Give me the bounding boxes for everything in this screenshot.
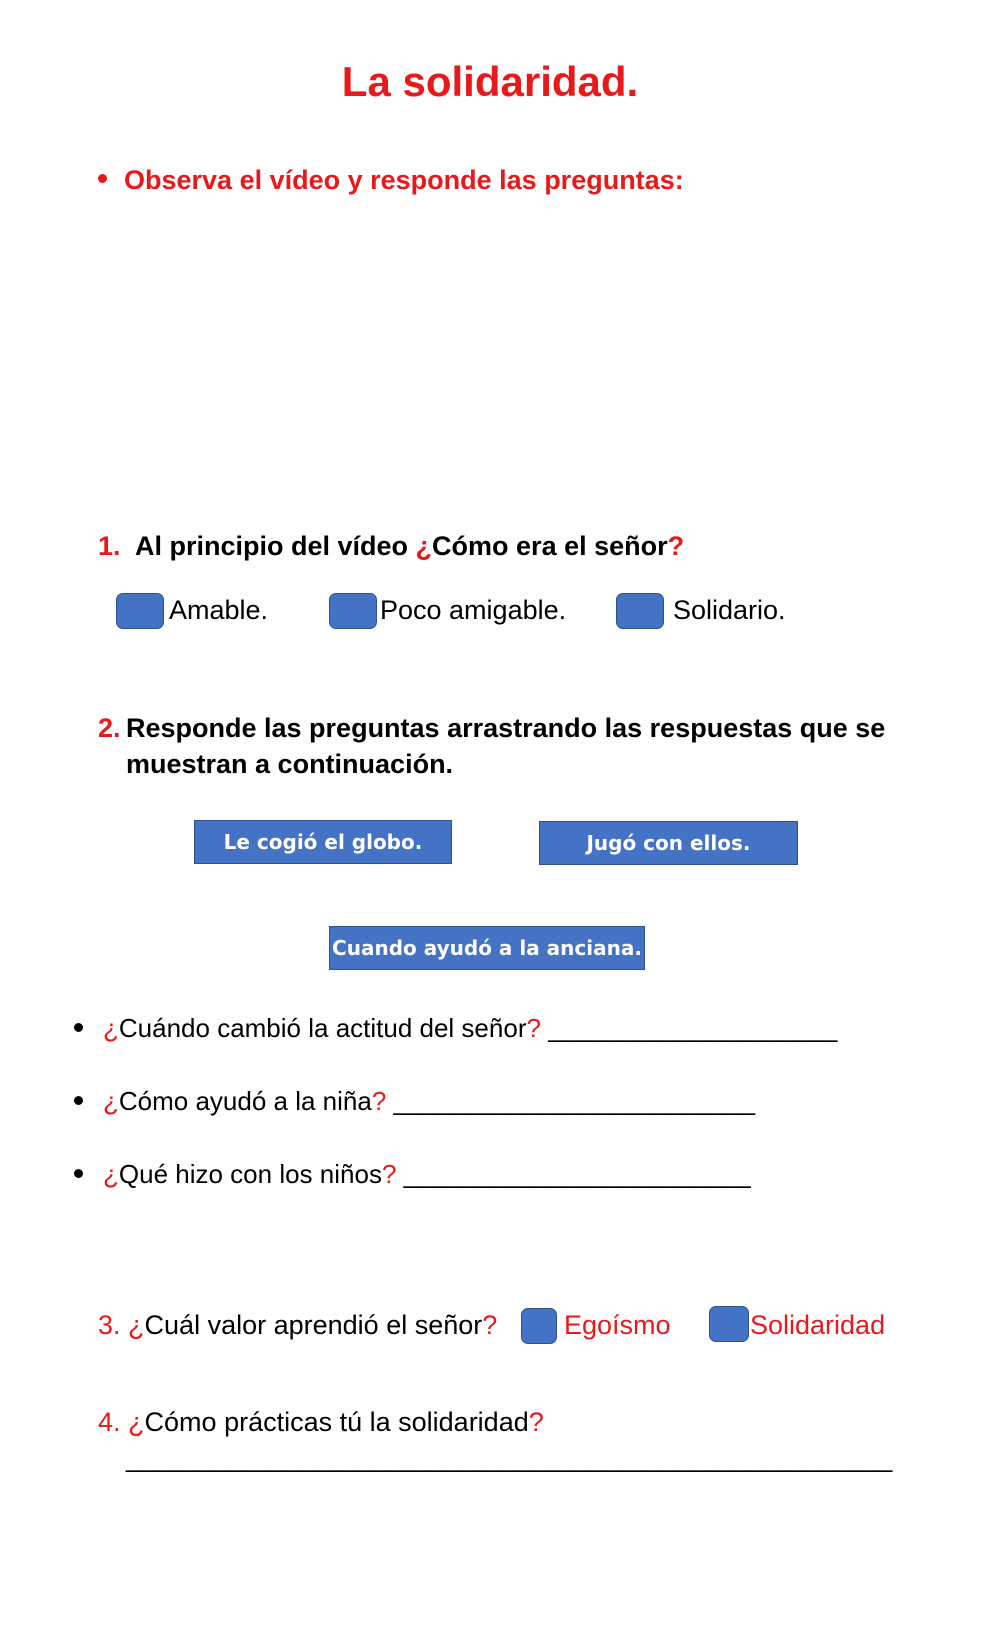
instruction: [98, 162, 684, 198]
answer-blank[interactable]: ____________________: [548, 1013, 838, 1043]
draggable-answer-anciana[interactable]: Cuando ayudó a la anciana.: [329, 926, 645, 970]
question-text: Al principio del vídeo: [135, 531, 416, 561]
question-4: 4. ¿Cómo prácticas tú la solidaridad?: [98, 1407, 544, 1437]
question-text: Cómo prácticas tú la solidaridad: [144, 1407, 529, 1437]
question-text-main: Cómo era el señor: [432, 531, 668, 561]
bullet-icon: [74, 1169, 83, 1178]
draggable-answer-globo[interactable]: Le cogió el globo.: [194, 820, 452, 864]
option-checkbox-amable[interactable]: [116, 593, 164, 629]
option-label-amable: Amable.: [169, 595, 269, 625]
question-1: [98, 528, 684, 564]
option-label-egoismo: Egoísmo: [564, 1310, 671, 1340]
page-title: La solidaridad.: [341, 58, 639, 105]
answer-blank[interactable]: _________________________: [393, 1086, 756, 1116]
subquestion-1: ¿Cuándo cambió la actitud del señor? ____________________: [74, 1010, 837, 1046]
option-label-solidaridad: Solidaridad: [750, 1310, 886, 1340]
option-label-poco-amigable: Poco amigable.: [380, 595, 567, 625]
draggable-answer-jugo[interactable]: Jugó con ellos.: [539, 821, 798, 865]
question-number: 4.: [98, 1407, 121, 1437]
option-checkbox-egoismo[interactable]: [521, 1308, 557, 1344]
bullet-icon: [98, 174, 107, 183]
option-checkbox-poco-amigable[interactable]: [329, 593, 377, 629]
question-number: 2.: [98, 713, 121, 743]
open-question-mark: ¿: [415, 531, 433, 561]
subquestion-2: ¿Cómo ayudó a la niña? _________________________: [74, 1083, 755, 1119]
option-checkbox-solidario[interactable]: [616, 593, 664, 629]
question-number: 3.: [98, 1310, 121, 1340]
subquestion-3: ¿Qué hizo con los niños? ________________________: [74, 1156, 751, 1192]
option-checkbox-solidaridad[interactable]: [709, 1306, 749, 1342]
answer-blank[interactable]: _____________________________________________________: [126, 1443, 893, 1473]
question-text: Cuál valor aprendió el señor: [144, 1310, 483, 1340]
question-2: [98, 710, 918, 782]
bullet-icon: [74, 1023, 83, 1032]
bullet-icon: [74, 1096, 83, 1105]
option-label-solidario: Solidario.: [673, 595, 786, 625]
close-question-mark: ?: [667, 531, 685, 561]
question-3: 3. ¿Cuál valor aprendió el señor?: [98, 1310, 498, 1340]
answer-blank[interactable]: ________________________: [403, 1159, 751, 1189]
question-number: 1.: [98, 531, 121, 561]
instruction-text: Observa el vídeo y responde las preguntas:: [124, 165, 684, 195]
question-text: Responde las preguntas arrastrando las respuestas que se muestran a continuación.: [126, 713, 886, 779]
